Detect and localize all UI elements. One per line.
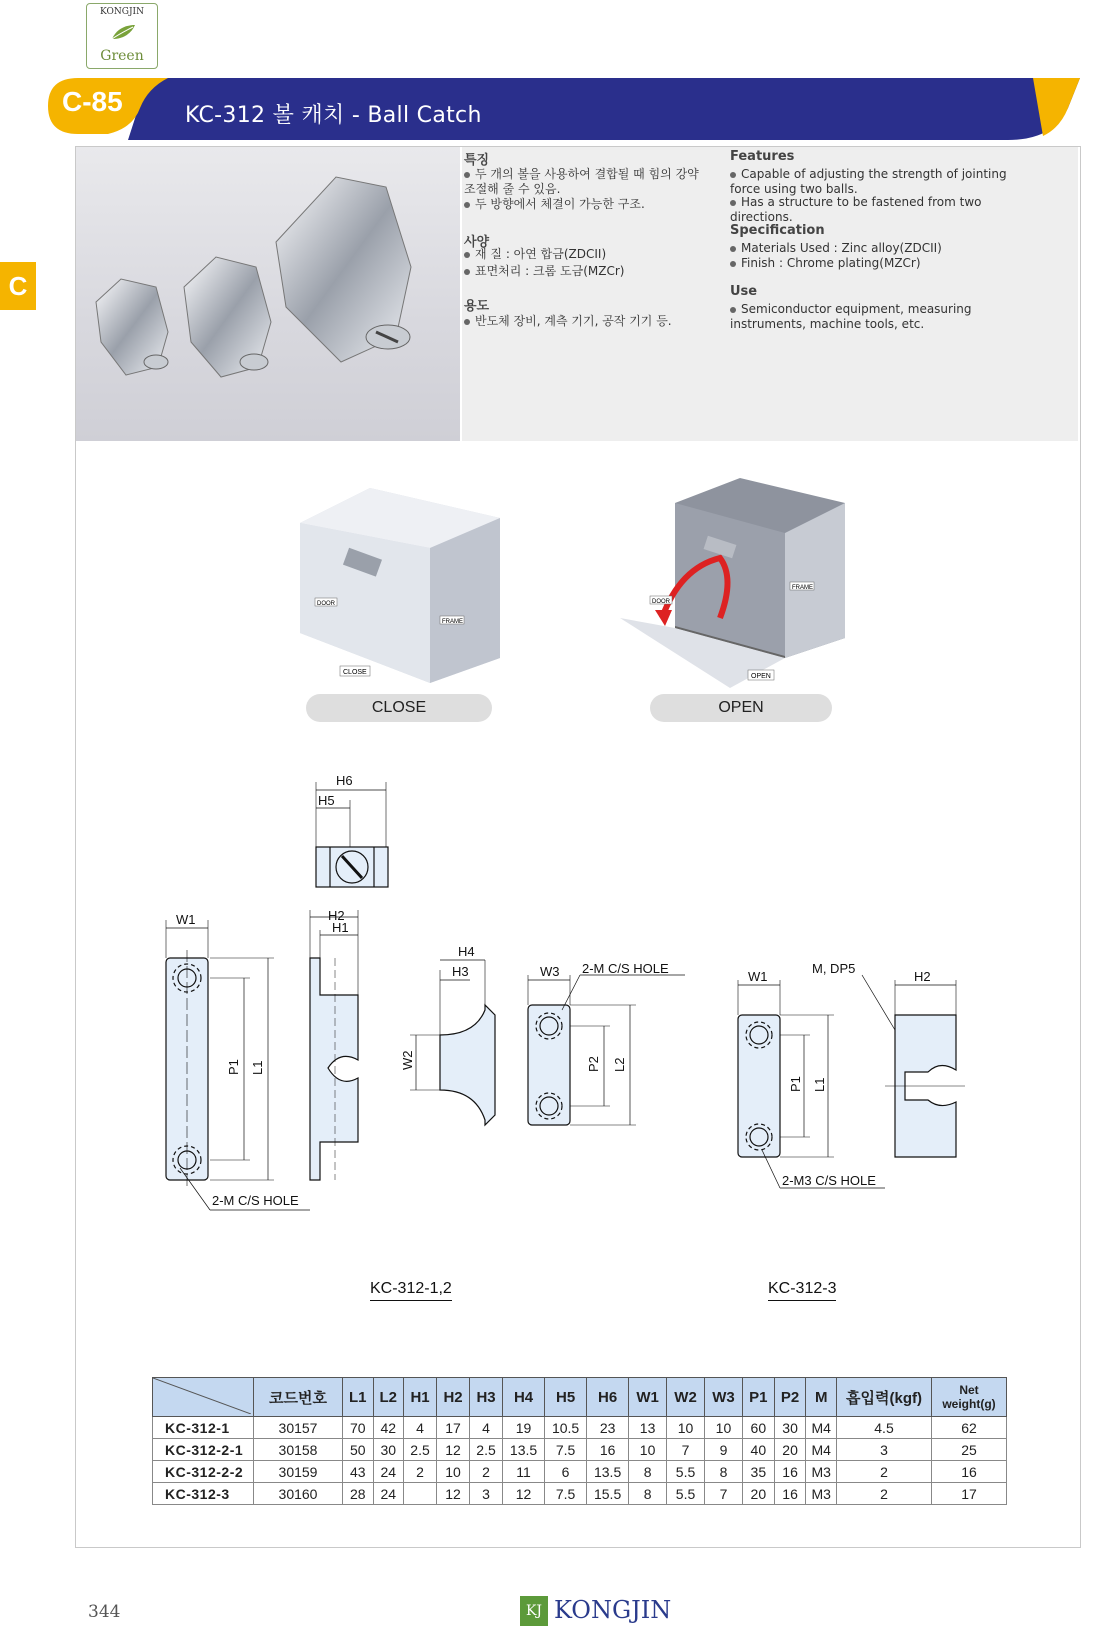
- th-h4: H4: [503, 1378, 545, 1417]
- dim-w1-b: W1: [748, 969, 768, 984]
- table-cell: 16: [932, 1461, 1007, 1483]
- table-cell: 62: [932, 1417, 1007, 1439]
- kr-features-title: 특징: [464, 153, 490, 168]
- row-model-name: KC-312-2-2: [153, 1461, 254, 1483]
- table-cell: 4: [470, 1417, 503, 1439]
- table-cell: 5.5: [667, 1483, 705, 1505]
- dim-p2: P2: [586, 1056, 601, 1072]
- table-cell: 30159: [254, 1461, 343, 1483]
- table-cell: 10.5: [545, 1417, 587, 1439]
- kr-spec-2: 표면처리 : 크롬 도금(MZCr): [464, 264, 714, 279]
- table-cell: 9: [705, 1439, 743, 1461]
- th-h2: H2: [437, 1378, 470, 1417]
- en-feature-1: Capable of adjusting the strength of jointing force using two balls.: [730, 167, 1007, 196]
- frame-tag-open: FRAME: [792, 585, 813, 591]
- page-code: C-85: [62, 86, 123, 117]
- table-cell: 2: [837, 1483, 932, 1505]
- en-spec-title: Specification: [730, 223, 825, 238]
- table-cell: [404, 1483, 437, 1505]
- footer-brand: [520, 1594, 690, 1630]
- table-row: [153, 1483, 1007, 1505]
- table-cell: 12: [437, 1439, 470, 1461]
- open-label: OPEN: [650, 694, 832, 722]
- table-cell: 23: [587, 1417, 629, 1439]
- table-cell: 5.5: [667, 1461, 705, 1483]
- page-title: KC-312 볼 캐치 - Ball Catch: [185, 103, 482, 128]
- hole-label-3: 2-M3 C/S HOLE: [782, 1173, 876, 1188]
- table-cell: 16: [587, 1439, 629, 1461]
- table-cell: 7: [705, 1483, 743, 1505]
- table-cell: 8: [705, 1461, 743, 1483]
- kj-logo-icon: KJ: [520, 1596, 548, 1626]
- bullet-icon: [730, 261, 736, 267]
- technical-drawing: [150, 770, 1050, 1310]
- th-l1: L1: [343, 1378, 374, 1417]
- table-cell: 30158: [254, 1439, 343, 1461]
- table-cell: 40: [742, 1439, 774, 1461]
- table-cell: 2: [404, 1461, 437, 1483]
- en-use-title: Use: [730, 284, 758, 299]
- table-cell: 6: [545, 1461, 587, 1483]
- section-tab: C: [0, 262, 36, 310]
- description-panel: [462, 147, 1078, 441]
- brand-name: KONGJIN: [554, 1596, 672, 1624]
- table-cell: 20: [774, 1439, 806, 1461]
- bullet-icon: [464, 319, 470, 325]
- table-cell: 10: [705, 1417, 743, 1439]
- table-cell: 25: [932, 1439, 1007, 1461]
- th-w2: W2: [667, 1378, 705, 1417]
- table-cell: 15.5: [587, 1483, 629, 1505]
- table-row: [153, 1417, 1007, 1439]
- dim-p1-b: P1: [788, 1076, 803, 1092]
- table-cell: 60: [742, 1417, 774, 1439]
- diagonal-line-icon: [153, 1378, 251, 1414]
- table-cell: 3: [837, 1439, 932, 1461]
- bullet-icon: [464, 202, 470, 208]
- en-features-title: Features: [730, 149, 795, 164]
- th-p2: P2: [774, 1378, 806, 1417]
- table-cell: M3: [806, 1461, 837, 1483]
- kr-feature-2: 두 방향에서 체결이 가능한 구조.: [464, 197, 714, 212]
- table-row: [153, 1461, 1007, 1483]
- table-cell: 7.5: [545, 1483, 587, 1505]
- th-h6: H6: [587, 1378, 629, 1417]
- close-box-illustration: [290, 478, 510, 693]
- hole-label-1: 2-M C/S HOLE: [212, 1193, 299, 1208]
- table-row: [153, 1439, 1007, 1461]
- dim-h3: H3: [452, 964, 469, 979]
- table-cell: 13: [629, 1417, 667, 1439]
- table-cell: 13.5: [503, 1439, 545, 1461]
- brand-logo-green: [86, 3, 158, 69]
- dim-h2: H2: [328, 908, 345, 923]
- dim-h2-b: H2: [914, 969, 931, 984]
- dim-w2: W2: [400, 1050, 415, 1070]
- kr-spec-1: 재 질 : 아연 합금(ZDCII): [464, 247, 714, 262]
- table-cell: 2.5: [470, 1439, 503, 1461]
- table-cell: 2: [470, 1461, 503, 1483]
- table-cell: 10: [629, 1439, 667, 1461]
- dim-l1: L1: [250, 1060, 265, 1075]
- product-photo: [76, 147, 460, 441]
- th-w3: W3: [705, 1378, 743, 1417]
- table-cell: 4: [404, 1417, 437, 1439]
- table-cell: 17: [437, 1417, 470, 1439]
- dim-w3: W3: [540, 964, 560, 979]
- close-label: CLOSE: [306, 694, 492, 722]
- table-cell: 30157: [254, 1417, 343, 1439]
- bullet-icon: [464, 269, 470, 275]
- bullet-icon: [730, 307, 736, 313]
- table-cell: M3: [806, 1483, 837, 1505]
- table-cell: 17: [932, 1483, 1007, 1505]
- row-model-name: KC-312-3: [153, 1483, 254, 1505]
- table-cell: 30: [373, 1439, 404, 1461]
- bullet-icon: [730, 200, 736, 206]
- table-cell: 16: [774, 1461, 806, 1483]
- logo-top-text: KONGJIN: [100, 7, 144, 17]
- th-l2: L2: [373, 1378, 404, 1417]
- frame-tag: FRAME: [442, 619, 463, 625]
- table-cell: 35: [742, 1461, 774, 1483]
- dim-l2: L2: [612, 1057, 627, 1072]
- en-feature-2: Has a structure to be fastened from two directions.: [730, 195, 982, 224]
- row-model-name: KC-312-1: [153, 1417, 254, 1439]
- dim-l1-b: L1: [812, 1077, 827, 1092]
- ball-catch-photo-illustration: [76, 147, 460, 441]
- door-tag-open: DOOR: [652, 599, 670, 605]
- table-cell: 2: [837, 1461, 932, 1483]
- open-tag: OPEN: [751, 673, 771, 680]
- open-box-illustration: [620, 478, 860, 693]
- table-cell: 24: [373, 1483, 404, 1505]
- door-tag: DOOR: [317, 601, 335, 607]
- table-cell: 3: [470, 1483, 503, 1505]
- th-m: M: [806, 1378, 837, 1417]
- en-use-1: Semiconductor equipment, measuring instruments, machine tools, etc.: [730, 302, 972, 331]
- table-cell: 13.5: [587, 1461, 629, 1483]
- table-cell: 12: [503, 1483, 545, 1505]
- th-weight: Net weight(g): [932, 1378, 1007, 1417]
- table-cell: 19: [503, 1417, 545, 1439]
- table-cell: 7: [667, 1439, 705, 1461]
- dim-p1: P1: [226, 1059, 241, 1075]
- table-cell: 24: [373, 1461, 404, 1483]
- table-cell: 16: [774, 1483, 806, 1505]
- dim-h6: H6: [336, 773, 353, 788]
- table-cell: 70: [343, 1417, 374, 1439]
- dim-h4: H4: [458, 944, 475, 959]
- table-cell: 8: [629, 1483, 667, 1505]
- table-cell: M4: [806, 1439, 837, 1461]
- table-cell: 12: [437, 1483, 470, 1505]
- table-cell: 11: [503, 1461, 545, 1483]
- row-model-name: KC-312-2-1: [153, 1439, 254, 1461]
- table-cell: 2.5: [404, 1439, 437, 1461]
- kr-use-1: 반도체 장비, 계측 기기, 공작 기기 등.: [464, 314, 714, 329]
- table-cell: 50: [343, 1439, 374, 1461]
- th-h1: H1: [404, 1378, 437, 1417]
- table-cell: 42: [373, 1417, 404, 1439]
- bullet-icon: [464, 172, 470, 178]
- kr-spec-title: 사양: [464, 235, 490, 250]
- table-corner: [153, 1378, 254, 1417]
- en-spec-2: Finish : Chrome plating(MZCr): [730, 256, 1040, 271]
- bullet-icon: [730, 172, 736, 178]
- th-code: 코드번호: [254, 1378, 343, 1417]
- table-cell: 8: [629, 1461, 667, 1483]
- spec-table: [152, 1377, 1007, 1505]
- model-label-a: KC-312-1,2: [370, 1280, 452, 1301]
- leaf-icon: [109, 22, 137, 42]
- page-number: 344: [88, 1602, 121, 1622]
- logo-green-word: Green: [100, 48, 144, 64]
- th-p1: P1: [742, 1378, 774, 1417]
- dim-w1: W1: [176, 912, 196, 927]
- table-cell: 30160: [254, 1483, 343, 1505]
- hole-label-2: 2-M C/S HOLE: [582, 961, 669, 976]
- en-spec-1: Materials Used : Zinc alloy(ZDCII): [730, 241, 1040, 256]
- close-tag: CLOSE: [343, 669, 367, 676]
- table-cell: 43: [343, 1461, 374, 1483]
- table-cell: 4.5: [837, 1417, 932, 1439]
- table-cell: 7.5: [545, 1439, 587, 1461]
- table-header-row: [153, 1378, 1007, 1417]
- table-cell: 10: [437, 1461, 470, 1483]
- th-w1: W1: [629, 1378, 667, 1417]
- table-cell: 28: [343, 1483, 374, 1505]
- th-suction: 흡입력(kgf): [837, 1378, 932, 1417]
- table-cell: 30: [774, 1417, 806, 1439]
- bullet-icon: [730, 246, 736, 252]
- dim-m-dp5: M, DP5: [812, 961, 856, 976]
- kr-feature-1: 두 개의 볼을 사용하여 결합될 때 힘의 강약 조절해 줄 수 있음.: [464, 167, 699, 196]
- table-cell: 10: [667, 1417, 705, 1439]
- model-label-b: KC-312-3: [768, 1280, 836, 1301]
- dim-h5: H5: [318, 793, 335, 808]
- th-h5: H5: [545, 1378, 587, 1417]
- table-cell: 20: [742, 1483, 774, 1505]
- bullet-icon: [464, 252, 470, 258]
- dim-h1: H1: [332, 920, 349, 935]
- kr-use-title: 용도: [464, 299, 490, 314]
- table-cell: M4: [806, 1417, 837, 1439]
- th-h3: H3: [470, 1378, 503, 1417]
